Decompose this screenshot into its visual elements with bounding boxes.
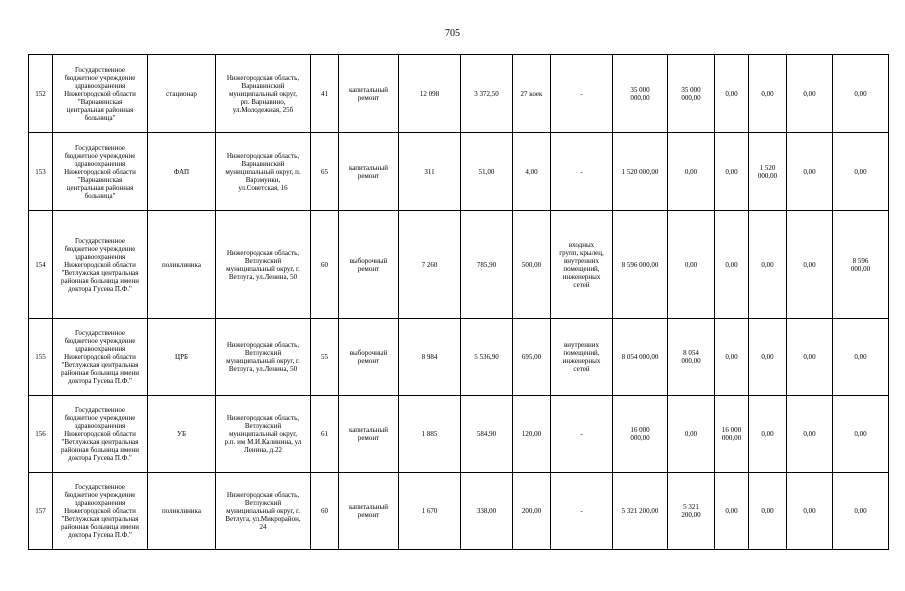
- row-number: 152: [29, 55, 53, 133]
- wear-cell: 65: [311, 133, 339, 211]
- table-cell: 584,90: [461, 396, 513, 473]
- table-cell: 1 885: [399, 396, 461, 473]
- table-cell: 5 321 200,00: [613, 473, 668, 550]
- repair-type-cell: выборочный ремонт: [339, 211, 399, 319]
- organization-cell: Государственное бюджетное учреждение здравоохранения Нижегородской области "Ветлужская центральная районная больница имени доктора Гусева П.Ф.": [53, 211, 148, 319]
- table-cell: 0,00: [749, 211, 787, 319]
- wear-cell: 41: [311, 55, 339, 133]
- row-number: 157: [29, 473, 53, 550]
- table-cell: 0,00: [715, 211, 749, 319]
- table-cell: -: [551, 396, 613, 473]
- table-cell: 0,00: [833, 473, 889, 550]
- table-row: [29, 319, 889, 396]
- repair-type-cell: капитальный ремонт: [339, 55, 399, 133]
- table-row: [29, 133, 889, 211]
- table-cell: 0,00: [787, 473, 833, 550]
- table-cell: 695,00: [513, 319, 551, 396]
- table-cell: 120,00: [513, 396, 551, 473]
- row-number: 156: [29, 396, 53, 473]
- table-cell: 0,00: [787, 133, 833, 211]
- table-cell: входных групп, крылец, внутренних помещений, инженерных сетей: [551, 211, 613, 319]
- table-cell: 311: [399, 133, 461, 211]
- table-cell: 0,00: [749, 473, 787, 550]
- table-cell: 785,90: [461, 211, 513, 319]
- table-cell: 27 коек: [513, 55, 551, 133]
- table-cell: 0,00: [787, 211, 833, 319]
- table-row: [29, 55, 889, 133]
- table-cell: 7 260: [399, 211, 461, 319]
- table-cell: 0,00: [715, 133, 749, 211]
- wear-cell: 61: [311, 396, 339, 473]
- table-cell: 0,00: [715, 319, 749, 396]
- table-cell: 8 596 000,00: [833, 211, 889, 319]
- table-cell: 500,00: [513, 211, 551, 319]
- table-cell: 0,00: [749, 319, 787, 396]
- table-cell: 35 000 000,00: [613, 55, 668, 133]
- organization-cell: Государственное бюджетное учреждение здравоохранения Нижегородской области "Ветлужская центральная районная больница имени доктора Гусева П.Ф.": [53, 473, 148, 550]
- table-cell: 0,00: [833, 133, 889, 211]
- repair-type-cell: выборочный ремонт: [339, 319, 399, 396]
- table-cell: 0,00: [668, 133, 715, 211]
- table-cell: 0,00: [787, 396, 833, 473]
- table-cell: 0,00: [749, 55, 787, 133]
- table-cell: 1 520 000,00: [613, 133, 668, 211]
- repair-type-cell: капитальный ремонт: [339, 133, 399, 211]
- table-cell: 0,00: [749, 396, 787, 473]
- organization-cell: Государственное бюджетное учреждение здравоохранения Нижегородской области "Варнавинская центральная районная больница": [53, 55, 148, 133]
- table-cell: 0,00: [787, 319, 833, 396]
- table-cell: 0,00: [668, 211, 715, 319]
- page-number: 705: [445, 28, 460, 39]
- table-cell: 51,00: [461, 133, 513, 211]
- wear-cell: 60: [311, 473, 339, 550]
- table-cell: 8 596 000,00: [613, 211, 668, 319]
- address-cell: Нижегородская область, Варнавинский муниципальный округ, п. Варзмункн, ул.Советская, 16: [216, 133, 311, 211]
- table-cell: 200,00: [513, 473, 551, 550]
- address-cell: Нижегородская область, Ветлужский муниципальный округ, г. Ветлуга, ул.Ленина, 50: [216, 319, 311, 396]
- table-cell: 5 536,90: [461, 319, 513, 396]
- table-cell: 4,00: [513, 133, 551, 211]
- facility-type-cell: стационар: [148, 55, 216, 133]
- address-cell: Нижегородская область, Ветлужский муниципальный округ, р.п. им М.И.Калинина, ул Ленина, д.22: [216, 396, 311, 473]
- row-number: 153: [29, 133, 53, 211]
- table-cell: 35 000 000,00: [668, 55, 715, 133]
- facility-type-cell: ФАП: [148, 133, 216, 211]
- table-cell: 12 098: [399, 55, 461, 133]
- facility-type-cell: УБ: [148, 396, 216, 473]
- table-cell: 16 000 000,00: [613, 396, 668, 473]
- table-cell: 3 372,50: [461, 55, 513, 133]
- table-cell: 338,00: [461, 473, 513, 550]
- row-number: 154: [29, 211, 53, 319]
- address-cell: Нижегородская область, Ветлужский муниципальный округ, г. Ветлуга, ул.Ленина, 50: [216, 211, 311, 319]
- table-cell: -: [551, 473, 613, 550]
- address-cell: Нижегородская область, Варнавинский муниципальный округ, рп. Варнавино, ул.Молодежная, 25б: [216, 55, 311, 133]
- table-cell: 5 321 200,00: [668, 473, 715, 550]
- table-cell: -: [551, 133, 613, 211]
- wear-cell: 55: [311, 319, 339, 396]
- organization-cell: Государственное бюджетное учреждение здравоохранения Нижегородской области "Ветлужская центральная районная больница имени доктора Гусева П.Ф.": [53, 396, 148, 473]
- organization-cell: Государственное бюджетное учреждение здравоохранения Нижегородской области "Варнавинская центральная районная больница": [53, 133, 148, 211]
- table-cell: 0,00: [833, 396, 889, 473]
- facility-type-cell: поликлиника: [148, 211, 216, 319]
- table-cell: внутренних помещений, инженерных сетей: [551, 319, 613, 396]
- facility-type-cell: ЦРБ: [148, 319, 216, 396]
- table-cell: -: [551, 55, 613, 133]
- table-cell: 1 670: [399, 473, 461, 550]
- table-row: [29, 396, 889, 473]
- table-cell: 8 984: [399, 319, 461, 396]
- table-cell: 0,00: [715, 55, 749, 133]
- table-cell: 0,00: [833, 319, 889, 396]
- repair-type-cell: капитальный ремонт: [339, 396, 399, 473]
- table-row: [29, 211, 889, 319]
- organization-cell: Государственное бюджетное учреждение здравоохранения Нижегородской области "Ветлужская центральная районная больница имени доктора Гусева П.Ф.": [53, 319, 148, 396]
- table-cell: 16 000 000,00: [715, 396, 749, 473]
- wear-cell: 60: [311, 211, 339, 319]
- table-cell: 8 054 000,00: [613, 319, 668, 396]
- table-cell: 1 520 000,00: [749, 133, 787, 211]
- table-row: [29, 473, 889, 550]
- table-cell: 0,00: [787, 55, 833, 133]
- facility-type-cell: поликлиника: [148, 473, 216, 550]
- repair-type-cell: капитальный ремонт: [339, 473, 399, 550]
- table-cell: 0,00: [833, 55, 889, 133]
- table-cell: 0,00: [668, 396, 715, 473]
- table-cell: 0,00: [715, 473, 749, 550]
- table-cell: 8 054 000,00: [668, 319, 715, 396]
- facilities-table: [28, 54, 889, 550]
- address-cell: Нижегородская область, Ветлужский муниципальный округ, г. Ветлуга, ул.Микрорайон, 24: [216, 473, 311, 550]
- row-number: 155: [29, 319, 53, 396]
